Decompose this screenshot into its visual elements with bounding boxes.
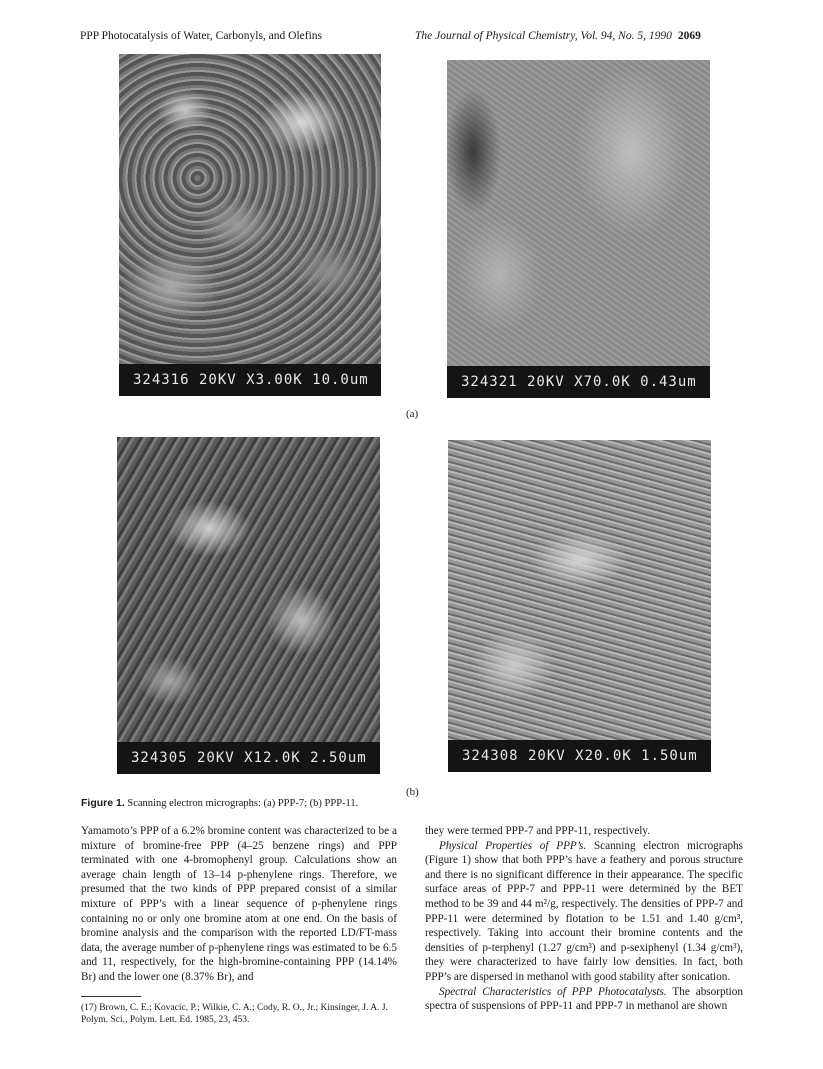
micrograph-scale-bar: 324316 20KV X3.00K 10.0um	[119, 364, 381, 396]
body-column-right	[425, 824, 743, 1014]
micrograph-scale-bar: 324308 20KV X20.0K 1.50um	[448, 740, 711, 772]
paragraph	[425, 985, 743, 1014]
panel-label-b: (b)	[406, 786, 419, 798]
micrograph-image	[448, 440, 711, 740]
body-column-left	[81, 824, 397, 985]
paragraph	[425, 839, 743, 985]
caption-text: Scanning electron micrographs: (a) PPP-7; (b) PPP-11.	[127, 798, 359, 809]
panel-label-a: (a)	[406, 408, 419, 420]
journal-citation: The Journal of Physical Chemistry, Vol. 94, No. 5, 1990	[415, 30, 672, 42]
footnote-rule	[81, 996, 141, 997]
caption-label: Figure 1.	[81, 797, 125, 809]
micrograph-a-left	[119, 54, 381, 396]
page-number: 2069	[677, 30, 701, 42]
footnote: (17) Brown, C. E.; Kovacic, P.; Wilkie, C. A.; Cody, R. O., Jr.; Kinsinger, J. A. J. Polym. Sci., Polym. Lett. Ed. 1985, 23, 453.	[81, 1003, 388, 1025]
running-header-title: PPP Photocatalysis of Water, Carbonyls, and Olefins	[80, 30, 323, 42]
paragraph: Yamamoto’s PPP of a 6.2% bromine content was characterized to be a mixture of bromine-free PPP (4–25 benzene rings) and PPP terminated with one 4-bromophenyl group. Calculations show an average chain length of 13–14 p-phenylene rings. Therefore, we presumed that the two kinds of PPP prepared consist of a similar mixture of PPP’s with a linear sequence of p-phenylene rings containing no or only one bromine atom at one end. On the basis of bromine analysis and the comparison with the reported LD/FT-mass data, the average number of p-phenylene rings was estimated to be 6.5 and 11, respectively, for the high-bromine-containing PPP (14.14% Br) and the lower one (8.37% Br), and	[81, 825, 397, 983]
paragraph: they were termed PPP-7 and PPP-11, respectively.	[425, 825, 651, 837]
paragraph-text: The absorption spectra of suspensions of PPP-11 and PPP-7 in methanol are shown	[425, 985, 743, 1013]
micrograph-b-left	[117, 437, 380, 774]
section-heading: Spectral Characteristics of PPP Photocatalysts.	[439, 985, 667, 998]
micrograph-image	[117, 437, 380, 742]
section-heading: Physical Properties of PPP’s.	[439, 839, 587, 852]
running-header-journal	[415, 30, 701, 42]
figure-caption	[81, 797, 358, 809]
micrograph-image	[447, 60, 710, 366]
micrograph-image	[119, 54, 381, 364]
paragraph-text: Scanning electron micrographs (Figure 1) show that both PPP’s have a feathery and porous structure and there is no significant difference in their appearance. The specific surface areas of PPP-7 and PPP-11 were determined by the BET method to be 39 and 44 m²/g, respectively. The densities of PPP-7 and PPP-11 were determined by flotation to be 1.51 and 1.40 g/cm³, respectively. Taking into account their bromine contents and the densities of p-terphenyl (1.27 g/cm³) and p-sexiphenyl (1.34 g/cm³), they were characterized to have fairly low densities. In fact, both PPP’s are dispersed in methanol with good stability after sonication.	[425, 839, 743, 983]
micrograph-scale-bar: 324321 20KV X70.0K 0.43um	[447, 366, 710, 398]
micrograph-scale-bar: 324305 20KV X12.0K 2.50um	[117, 742, 380, 774]
micrograph-a-right	[447, 60, 710, 398]
micrograph-b-right	[448, 440, 711, 772]
